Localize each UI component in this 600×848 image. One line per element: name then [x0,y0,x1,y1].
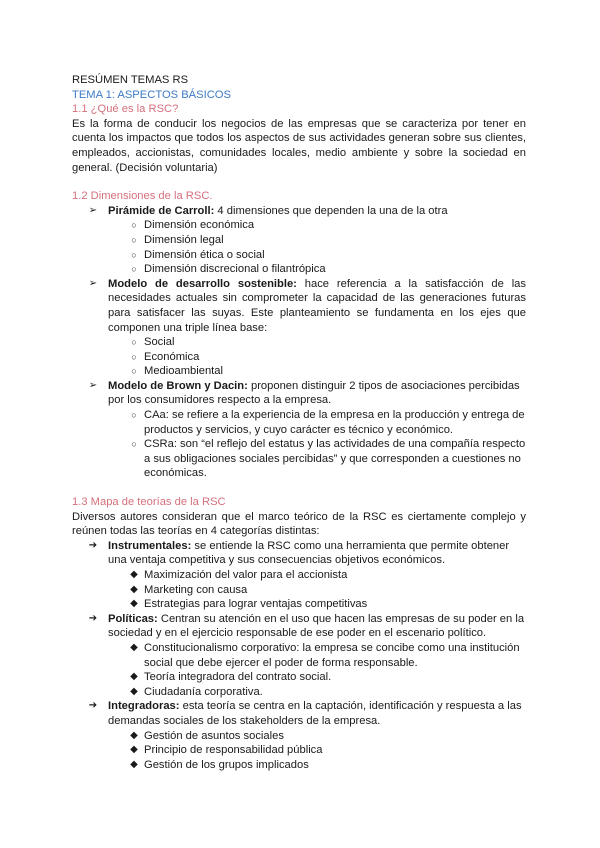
tema-heading: TEMA 1: ASPECTOS BÁSICOS [72,88,231,101]
carroll-desc: 4 dimensiones que dependen la una de la otra [214,204,448,217]
diamond-bullet-icon: ◆ [130,641,138,653]
circle-bullet-icon: ○ [131,249,137,260]
list-item: ○ Dimensión discrecional o filantrópica [72,262,526,277]
diamond-bullet-icon: ◆ [130,758,138,770]
brown-item [72,379,526,408]
circle-bullet-icon: ○ [131,439,137,450]
instrumentales-desc: se entiende la RSC como una herramienta que permite obtener una ventaja competitiva y sus consecuencias objetivos económicos. [108,539,510,567]
list-item: ○ Social [72,335,526,350]
brown-desc: proponen distinguir 2 tipos de asociaciones percibidas por los consumidores respecto a la empresa. [108,379,520,407]
list-item: ○ Medioambiental [72,364,526,379]
diamond-bullet-icon: ◆ [130,744,138,756]
list-item: ◆ Teoría integradora del contrato social. [72,670,526,685]
section-1-1-heading: 1.1 ¿Qué es la RSC? [72,103,179,116]
list-item: ○ CSRa: son “el reflejo del estatus y las actividades de una compañía respecto a sus obligaciones sociales percibidas” y que corresponden a cuestiones no económicas. [72,437,526,481]
list-item: ◆ Gestión de asuntos sociales [72,729,526,744]
arrowhead-bullet-icon: ➢ [88,277,98,289]
arrow-bullet-icon: ➔ [88,700,98,712]
list-item: ○ Económica [72,350,526,365]
list-item: ◆ Marketing con causa [72,583,526,598]
circle-bullet-icon: ○ [131,366,137,377]
brown-term: Modelo de Brown y Dacin: [108,379,248,392]
diamond-bullet-icon: ◆ [130,598,138,610]
arrowhead-bullet-icon: ➢ [88,204,98,216]
circle-bullet-icon: ○ [131,351,137,362]
list-item: ○ Dimensión ética o social [72,248,526,263]
section-1-3-intro: Diversos autores consideran que el marco teórico de la RSC es ciertamente complejo y reúnen todas las teorías en 4 categorías distintas: [72,510,526,538]
diamond-bullet-icon: ◆ [130,671,138,683]
carroll-term: Pirámide de Carroll: [108,204,215,217]
integradoras-desc: esta teoría se centra en la captación, identificación y respuesta a las demandas sociales de los stakeholders de la empresa. [108,700,522,727]
sostenible-item [72,277,526,335]
circle-bullet-icon: ○ [131,264,137,275]
circle-bullet-icon: ○ [131,337,137,348]
arrow-bullet-icon: ➔ [88,612,98,624]
diamond-bullet-icon: ◆ [130,569,138,580]
integradoras-term: Integradoras: [108,700,180,713]
politicas-desc: Centran su atención en el uso que hacen las empresas de su poder en la sociedad y en el ejercicio responsable de ese poder en el escenario político. [108,612,525,640]
integradoras-item [72,699,526,728]
list-item: ○ CAa: se refiere a la experiencia de la empresa en la producción y entrega de productos y servicios, y cuyo carácter es técnico y económico. [72,408,526,437]
document-page [72,73,526,772]
diamond-bullet-icon: ◆ [130,729,138,741]
sostenible-desc: hace referencia a la satisfacción de las necesidades actuales sin comprometer la capacidad de las generaciones futuras para satisfacer las suyas. Este planteamiento se fundamenta en los ejes que componen una triple línea base: [108,277,526,334]
instrumentales-term: Instrumentales: [108,539,192,552]
circle-bullet-icon: ○ [131,220,137,231]
section-1-2-heading: 1.2 Dimensiones de la RSC. [72,190,213,203]
list-item: ◆ Maximización del valor para el accionista [72,568,526,583]
list-item: ◆ Gestión de los grupos implicados [72,758,526,773]
list-item: ○ Dimensión económica [72,218,526,233]
arrow-bullet-icon: ➔ [88,539,98,551]
document-title: RESÚMEN TEMAS RS [72,74,189,86]
list-item: ◆ Estrategias para lograr ventajas competitivas [72,597,526,612]
arrowhead-bullet-icon: ➢ [88,379,98,391]
list-item: ◆ Principio de responsabilidad pública [72,743,526,758]
circle-bullet-icon: ○ [131,234,137,245]
section-1-3-heading: 1.3 Mapa de teorías de la RSC [72,496,226,509]
list-item: ◆ Constitucionalismo corporativo: la empresa se concibe como una institución social que debe ejercer el poder de forma responsable. [72,641,526,670]
list-item: ◆ Ciudadanía corporativa. [72,685,526,700]
sostenible-term: Modelo de desarrollo sostenible: [108,277,297,290]
politicas-term: Políticas: [108,612,158,625]
section-1-1-body: Es la forma de conducir los negocios de las empresas que se caracteriza por tener en cuenta los impactos que todos los aspectos de sus actividades generan sobre sus clientes, empleados, accionistas, comunidades locales, medio ambiente y sobre la sociedad en general. (Decisión voluntaria) [72,117,526,174]
carroll-item [72,204,526,219]
politicas-item [72,612,526,641]
circle-bullet-icon: ○ [131,410,137,421]
diamond-bullet-icon: ◆ [130,583,138,595]
instrumentales-item [72,539,526,568]
diamond-bullet-icon: ◆ [130,685,138,697]
list-item: ○ Dimensión legal [72,233,526,248]
